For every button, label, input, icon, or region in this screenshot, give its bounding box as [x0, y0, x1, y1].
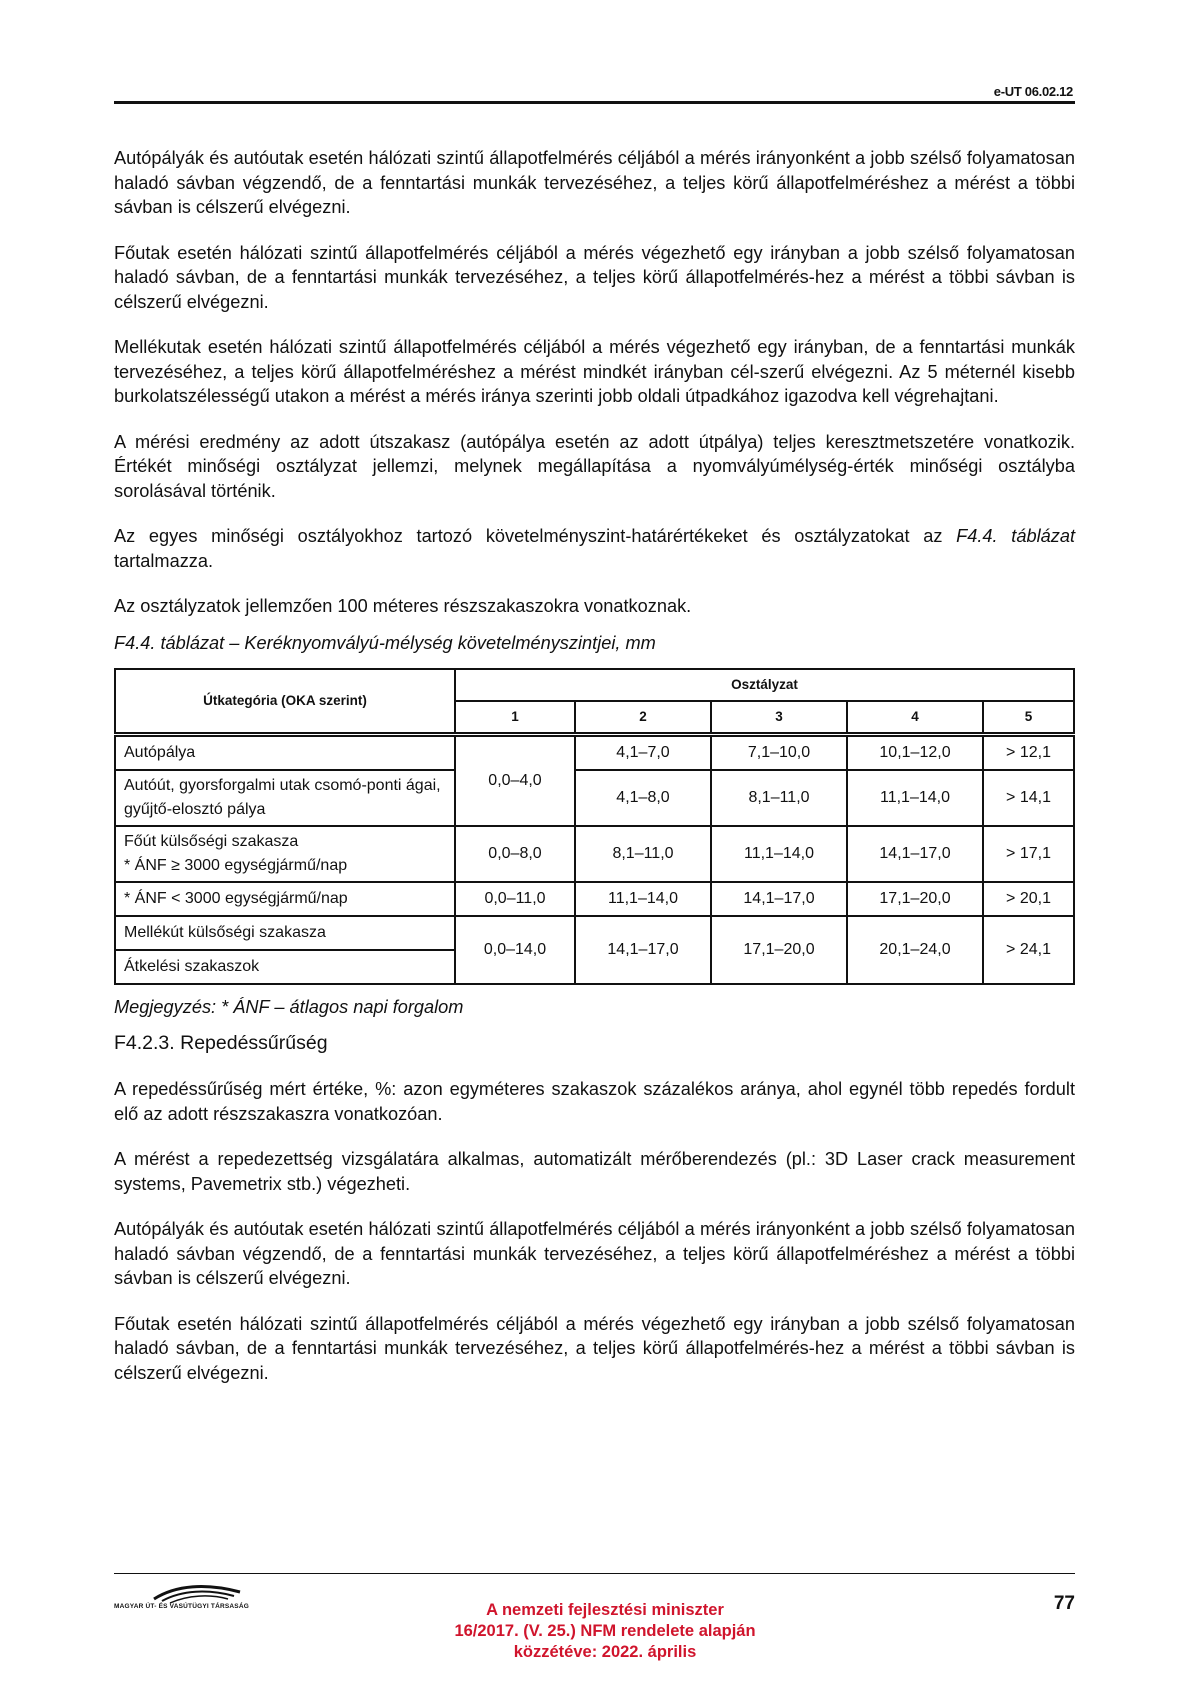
- paragraph-equipment: A mérést a repedezettség vizsgálatára alkalmas, automatizált mérőberendezés (pl.: 3D Laser crack measurement systems, Pavemetrix stb.) végezheti.: [114, 1149, 1075, 1194]
- grade-2-header: 2: [575, 701, 711, 735]
- paragraph-motorways: Autópályák és autóutak esetén hálózati szintű állapotfelmérés céljából a mérés irányonként a jobb szélső folyamatosan haladó sávban végzendő, de a fenntartási munkák tervezéséhez, a teljes körű állapotfelméréshez a mérést a többi sávban is célszerű elvégezni.: [114, 148, 1075, 217]
- logo-text: MAGYAR ÚT- ÉS VASÚTÜGYI TÁRSASÁG: [114, 1603, 249, 1610]
- table-cell: 4,1–7,0: [575, 734, 711, 770]
- category-header: Útkategória (OKA szerint): [115, 669, 455, 735]
- table-cell: 14,1–17,0: [847, 826, 983, 882]
- paragraph-scope: Az osztályzatok jellemzően 100 méteres részszakaszokra vonatkoznak.: [114, 596, 692, 616]
- row-label-autout: Autóút, gyorsforgalmi utak csomó-ponti ágai, gyűjtő-elosztó pálya: [115, 770, 455, 826]
- page-content: [114, 146, 1075, 1406]
- paragraph-main-roads: Főutak esetén hálózati szintű állapotfelmérés céljából a mérés végezhető egy irányban a jobb szélső folyamatosan haladó sávban, de a fenntartási munkák tervezéséhez, a teljes körű állapotfelmérés-hez a mérést a többi sávban is célszerű elvégezni.: [114, 242, 1075, 312]
- section-title: F4.2.3. Repedéssűrűség: [114, 1032, 328, 1054]
- paragraph-table-reference: [114, 524, 1075, 573]
- table-row: [115, 882, 1074, 916]
- society-logo-icon: [114, 1583, 264, 1617]
- table-cell: 11,1–14,0: [711, 826, 847, 882]
- cell-motorway-grade-1: 0,0–4,0: [455, 734, 575, 826]
- page-number: 77: [1053, 1593, 1075, 1614]
- table-cell: 10,1–12,0: [847, 734, 983, 770]
- footer-rule: [114, 1573, 1075, 1574]
- grade-5-header: 5: [983, 701, 1074, 735]
- row-label-autopalya: Autópálya: [115, 734, 455, 770]
- rut-depth-table: [114, 668, 1075, 986]
- notice-line-3: közzétéve: 2022. április: [513, 1643, 697, 1661]
- table-cell: 11,1–14,0: [847, 770, 983, 826]
- row-label-fout-high: [115, 826, 455, 882]
- grade-4-header: 4: [847, 701, 983, 735]
- table-cell: 14,1–17,0: [711, 882, 847, 916]
- table-header-row: [115, 669, 1074, 701]
- paragraph-secondary-roads: Mellékutak esetén hálózati szintű állapotfelmérés céljából a mérés végezhető egy irányban, de a fenntartási munkák tervezéséhez, a teljes körű állapotfelméréshez a mérést mindkét irányban cél-szerű elvégezni. Az 5 méternél kisebb burkolatszélességű utakon a mérést a mérés iránya szerinti jobb oldali útpadkához igazodva kell végrehajtani.: [114, 337, 1075, 406]
- table-cell: 17,1–20,0: [711, 916, 847, 984]
- table-cell: 7,1–10,0: [711, 734, 847, 770]
- paragraph-crack-density: A repedéssűrűség mért értéke, %: azon egyméteres szakaszok százalékos aránya, ahol egynél több repedés fordult elő az adott részszakaszra vonatkozóan.: [114, 1079, 1075, 1124]
- table-cell: 8,1–11,0: [711, 770, 847, 826]
- grade-header: Osztályzat: [455, 669, 1074, 701]
- table-cell: > 12,1: [983, 734, 1074, 770]
- ref-text-after: tartalmazza.: [114, 550, 214, 571]
- table-cell: 0,0–11,0: [455, 882, 575, 916]
- notice-line-1: A nemzeti fejlesztési miniszter: [486, 1601, 724, 1619]
- table-cell: 14,1–17,0: [575, 916, 711, 984]
- table-cell: > 24,1: [983, 916, 1074, 984]
- grade-3-header: 3: [711, 701, 847, 735]
- row-label-fout-line1: Főút külsőségi szakasza: [124, 833, 299, 850]
- table-cell: 0,0–14,0: [455, 916, 575, 984]
- table-note: Megjegyzés: * ÁNF – átlagos napi forgalom: [114, 997, 464, 1017]
- table-cell: 11,1–14,0: [575, 882, 711, 916]
- table-reference: F4.4. táblázat: [956, 526, 1075, 546]
- table-caption: F4.4. táblázat – Keréknyomvályú-mélység követelményszintjei, mm: [114, 632, 656, 653]
- row-label-mellekut: Mellékút külsőségi szakasza: [115, 916, 455, 950]
- table-cell: 20,1–24,0: [847, 916, 983, 984]
- table-row: [115, 734, 1074, 770]
- table-cell: > 14,1: [983, 770, 1074, 826]
- table-row: [115, 916, 1074, 950]
- row-label-fout-line2: * ÁNF ≥ 3000 egységjármű/nap: [124, 857, 348, 874]
- publication-notice: [395, 1600, 815, 1663]
- table-row: [115, 770, 1074, 826]
- table-cell: > 20,1: [983, 882, 1074, 916]
- header-rule: [114, 101, 1075, 104]
- table-cell: 8,1–11,0: [575, 826, 711, 882]
- table-cell: 4,1–8,0: [575, 770, 711, 826]
- ref-text-before: Az egyes minőségi osztályokhoz tartozó követelményszint-határértékeket és osztályzatokat az: [114, 526, 957, 546]
- table-cell: 17,1–20,0: [847, 882, 983, 916]
- table-cell: 0,0–8,0: [455, 826, 575, 882]
- row-label-fout-low: * ÁNF < 3000 egységjármű/nap: [115, 882, 455, 916]
- paragraph-result: A mérési eredmény az adott útszakasz (autópálya esetén az adott útpálya) teljes keresztmetszetére vonatkozik. Értékét minőségi osztályzat jellemzi, melynek megállapítása a nyomvályúmélység-érték minőségi osztályba sorolásával történik.: [114, 431, 1075, 501]
- notice-line-2: 16/2017. (V. 25.) NFM rendelete alapján: [454, 1622, 756, 1640]
- table-row: [115, 826, 1074, 882]
- paragraph-motorways-2: Autópályák és autóutak esetén hálózati szintű állapotfelmérés céljából a mérés irányonként a jobb szélső folyamatosan haladó sávban végzendő, de a fenntartási munkák tervezéséhez, a teljes körű állapotfelméréshez a mérést a többi sávban is célszerű elvégezni.: [114, 1219, 1075, 1288]
- table-cell: > 17,1: [983, 826, 1074, 882]
- document-code: e-UT 06.02.12: [993, 84, 1073, 99]
- row-label-atkelesi: Átkelési szakaszok: [115, 950, 455, 984]
- paragraph-main-roads-2: Főutak esetén hálózati szintű állapotfelmérés céljából a mérés végezhető egy irányban a jobb szélső folyamatosan haladó sávban, de a fenntartási munkák tervezéséhez, a teljes körű állapotfelmérés-hez a mérést a többi sávban is célszerű elvégezni.: [114, 1313, 1075, 1383]
- grade-1-header: 1: [455, 701, 575, 735]
